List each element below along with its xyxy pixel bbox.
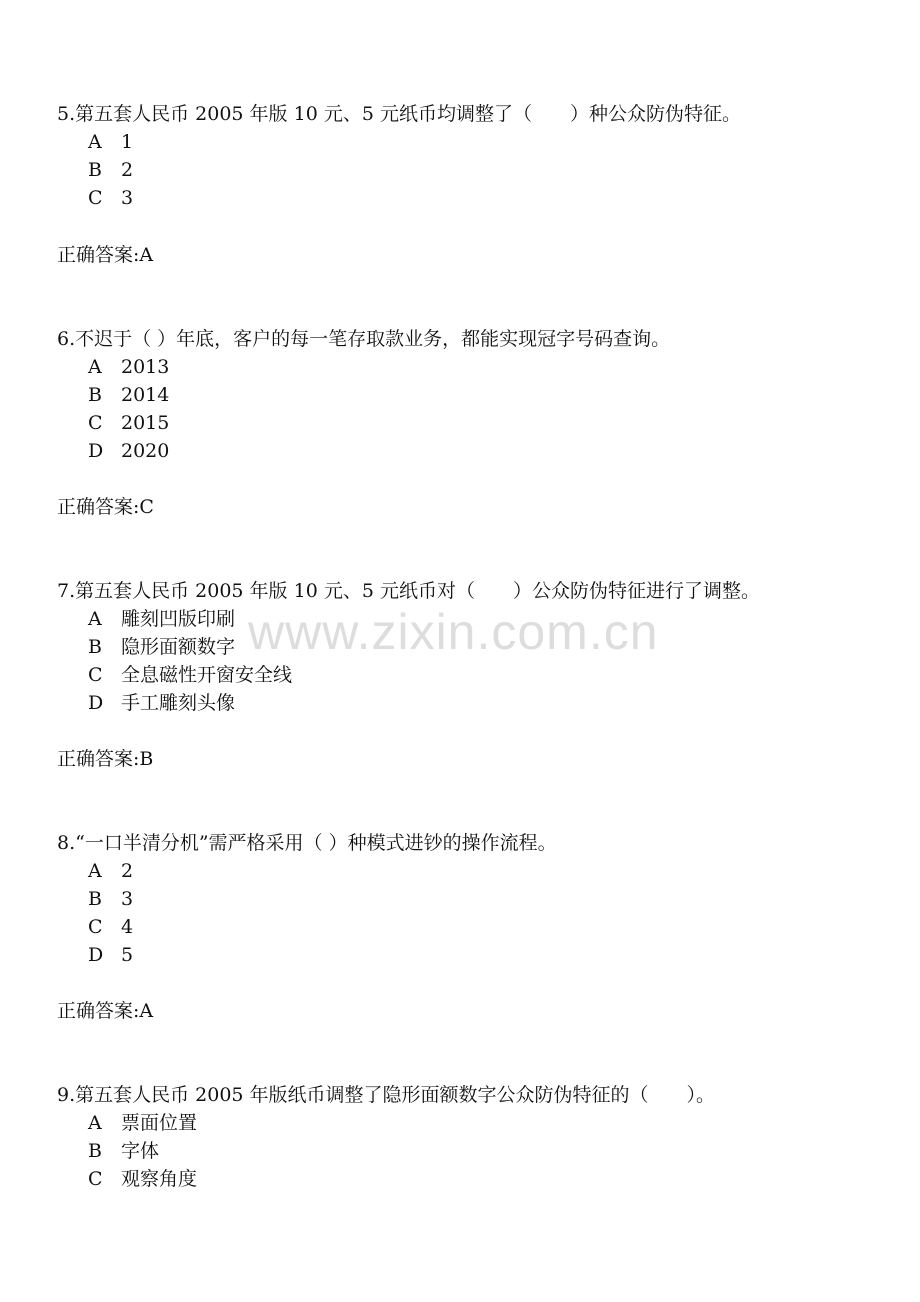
option-a	[57, 857, 877, 885]
option-text: 2013	[121, 356, 170, 378]
option-text: 4	[121, 916, 134, 938]
option-text: 3	[121, 187, 134, 209]
option-text: 2020	[121, 440, 170, 462]
option-text: 手工雕刻头像	[121, 692, 236, 714]
option-letter: A	[88, 1112, 102, 1134]
option-text: 观察角度	[121, 1168, 198, 1190]
question-5	[57, 100, 877, 212]
option-a	[57, 353, 877, 381]
correct-answer-7: 正确答案:B	[57, 748, 154, 770]
question-stem: 9.第五套人民币 2005 年版纸币调整了隐形面额数字公众防伪特征的（ ）。	[57, 1084, 716, 1106]
option-letter: B	[88, 636, 102, 658]
option-c	[57, 409, 877, 437]
option-text: 2015	[121, 412, 170, 434]
option-d	[57, 437, 877, 465]
correct-answer-6: 正确答案:C	[57, 496, 154, 518]
option-letter: C	[88, 412, 103, 434]
option-b	[57, 1137, 877, 1165]
option-text: 票面位置	[121, 1112, 198, 1134]
option-text: 全息磁性开窗安全线	[121, 664, 293, 686]
question-stem: 7.第五套人民币 2005 年版 10 元、5 元纸币对（ ）公众防伪特征进行了调整。	[57, 580, 760, 602]
option-text: 2	[121, 159, 134, 181]
option-text: 2014	[121, 384, 170, 406]
option-letter: D	[88, 440, 104, 462]
option-letter: D	[88, 944, 104, 966]
question-6	[57, 325, 877, 465]
option-text: 2	[121, 860, 134, 882]
option-text: 3	[121, 888, 134, 910]
option-letter: A	[88, 860, 102, 882]
option-c	[57, 913, 877, 941]
option-letter: B	[88, 888, 102, 910]
option-b	[57, 156, 877, 184]
option-d	[57, 689, 877, 717]
option-a	[57, 128, 877, 156]
question-stem: 5.第五套人民币 2005 年版 10 元、5 元纸币均调整了（ ）种公众防伪特征。	[57, 103, 741, 125]
option-d	[57, 941, 877, 969]
question-stem: 8.“一口半清分机”需严格采用（ ）种模式进钞的操作流程。	[57, 832, 557, 854]
option-letter: B	[88, 384, 102, 406]
option-letter: A	[88, 131, 102, 153]
option-letter: C	[88, 664, 103, 686]
option-b	[57, 381, 877, 409]
option-text: 5	[121, 944, 134, 966]
option-letter: C	[88, 1168, 103, 1190]
option-letter: A	[88, 356, 102, 378]
option-text: 雕刻凹版印刷	[121, 608, 236, 630]
option-letter: A	[88, 608, 102, 630]
question-stem: 6.不迟于（ ）年底，客户的每一笔存取款业务，都能实现冠字号码查询。	[57, 328, 671, 350]
option-letter: C	[88, 187, 103, 209]
option-letter: C	[88, 916, 103, 938]
option-text: 隐形面额数字	[121, 636, 236, 658]
option-a	[57, 1109, 877, 1137]
option-letter: B	[88, 1140, 102, 1162]
option-letter: B	[88, 159, 102, 181]
correct-answer-5: 正确答案:A	[57, 244, 154, 266]
option-text: 字体	[121, 1140, 160, 1162]
watermark: www.zixin.com.cn	[248, 604, 659, 660]
option-c	[57, 661, 877, 689]
option-letter: D	[88, 692, 104, 714]
correct-answer-8: 正确答案:A	[57, 1000, 154, 1022]
question-8	[57, 829, 877, 969]
option-b	[57, 885, 877, 913]
option-c	[57, 1165, 877, 1193]
option-text: 1	[121, 131, 134, 153]
question-9	[57, 1081, 877, 1193]
option-c	[57, 184, 877, 212]
